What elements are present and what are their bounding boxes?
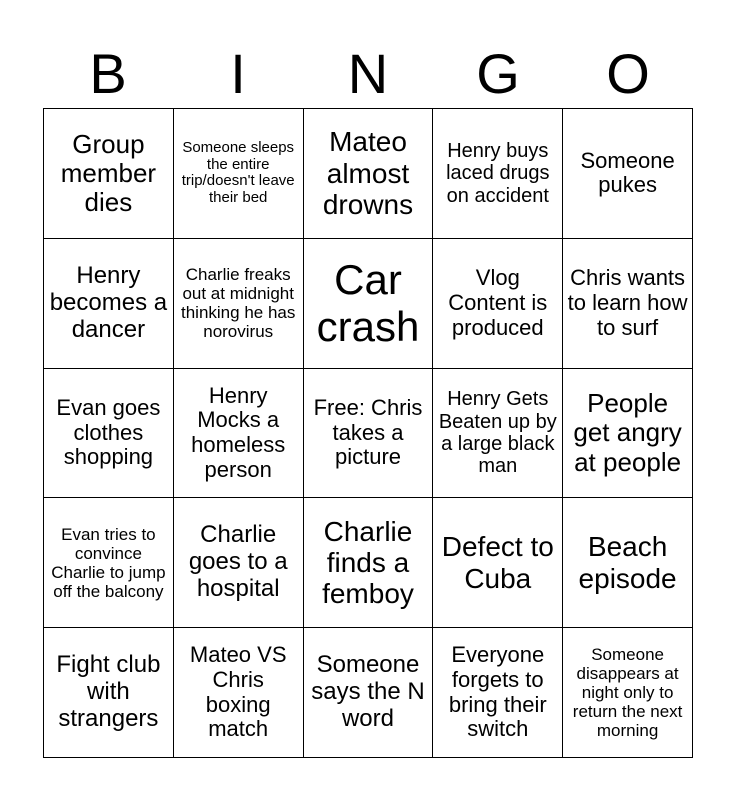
bingo-cell[interactable]: [433, 498, 563, 628]
cell-text: Everyone forgets to bring their switch: [448, 642, 547, 742]
bingo-cell[interactable]: [433, 628, 563, 758]
bingo-cell[interactable]: [44, 369, 174, 499]
header-letter-b: B: [89, 42, 127, 105]
cell-text: Charlie goes to a hospital: [188, 521, 288, 603]
bingo-cell[interactable]: [44, 239, 174, 369]
cell-text: Chris wants to learn how to surf: [567, 265, 688, 340]
bingo-cell[interactable]: [174, 628, 304, 758]
cell-text: Beach episode: [578, 531, 677, 594]
cell-text: People get angry at people: [573, 388, 682, 477]
cell-text: Henry Gets Beaten up by a large black man: [438, 388, 557, 478]
bingo-cell[interactable]: [433, 369, 563, 499]
cell-text: Evan goes clothes shopping: [56, 395, 161, 470]
cell-text: Someone sleeps the entire trip/doesn't leave their bed: [181, 138, 295, 207]
cell-text: Someone says the N word: [311, 651, 425, 733]
cell-text: Charlie finds a femboy: [322, 515, 414, 610]
bingo-cell[interactable]: [563, 109, 693, 239]
bingo-cell[interactable]: [174, 498, 304, 628]
bingo-cell[interactable]: [563, 628, 693, 758]
bingo-cell[interactable]: [304, 109, 434, 239]
cell-text: Charlie freaks out at midnight thinking he has norovirus: [181, 265, 296, 342]
cell-text: Mateo almost drowns: [322, 126, 414, 221]
cell-text: Someone disappears at night only to return the next morning: [572, 645, 683, 741]
bingo-cell[interactable]: [433, 239, 563, 369]
bingo-cell[interactable]: [44, 628, 174, 758]
cell-text: Free: Chris takes a picture: [313, 395, 423, 470]
cell-text: Defect to Cuba: [441, 531, 554, 594]
cell-text: Evan tries to convince Charlie to jump off the balcony: [51, 524, 166, 601]
header-letter-i: I: [230, 42, 246, 105]
cell-text: Vlog Content is produced: [448, 265, 548, 340]
cell-text: Group member dies: [60, 128, 157, 217]
bingo-cell[interactable]: [433, 109, 563, 239]
bingo-cell[interactable]: [44, 109, 174, 239]
cell-text: Henry buys laced drugs on accident: [446, 139, 550, 207]
bingo-cell[interactable]: [44, 498, 174, 628]
cell-text: Henry Mocks a homeless person: [191, 382, 286, 482]
bingo-header: [43, 40, 693, 108]
bingo-cell[interactable]: [174, 369, 304, 499]
header-letter-g: G: [476, 42, 520, 105]
bingo-cell[interactable]: [174, 239, 304, 369]
bingo-cell[interactable]: [304, 239, 434, 369]
bingo-cell[interactable]: [563, 498, 693, 628]
free-space-cell[interactable]: [304, 369, 434, 499]
header-letter-o: O: [606, 42, 650, 105]
cell-text: Fight club with strangers: [56, 651, 161, 733]
bingo-cell[interactable]: [304, 498, 434, 628]
bingo-cell[interactable]: [563, 369, 693, 499]
cell-text: Car crash: [316, 256, 420, 351]
cell-text: Someone pukes: [580, 147, 675, 198]
cell-text: Mateo VS Chris boxing match: [189, 642, 287, 742]
bingo-cell[interactable]: [304, 628, 434, 758]
cell-text: Henry becomes a dancer: [49, 261, 168, 343]
bingo-cell[interactable]: [563, 239, 693, 369]
bingo-board: [43, 108, 693, 758]
bingo-cell[interactable]: [174, 109, 304, 239]
header-letter-n: N: [347, 42, 389, 105]
